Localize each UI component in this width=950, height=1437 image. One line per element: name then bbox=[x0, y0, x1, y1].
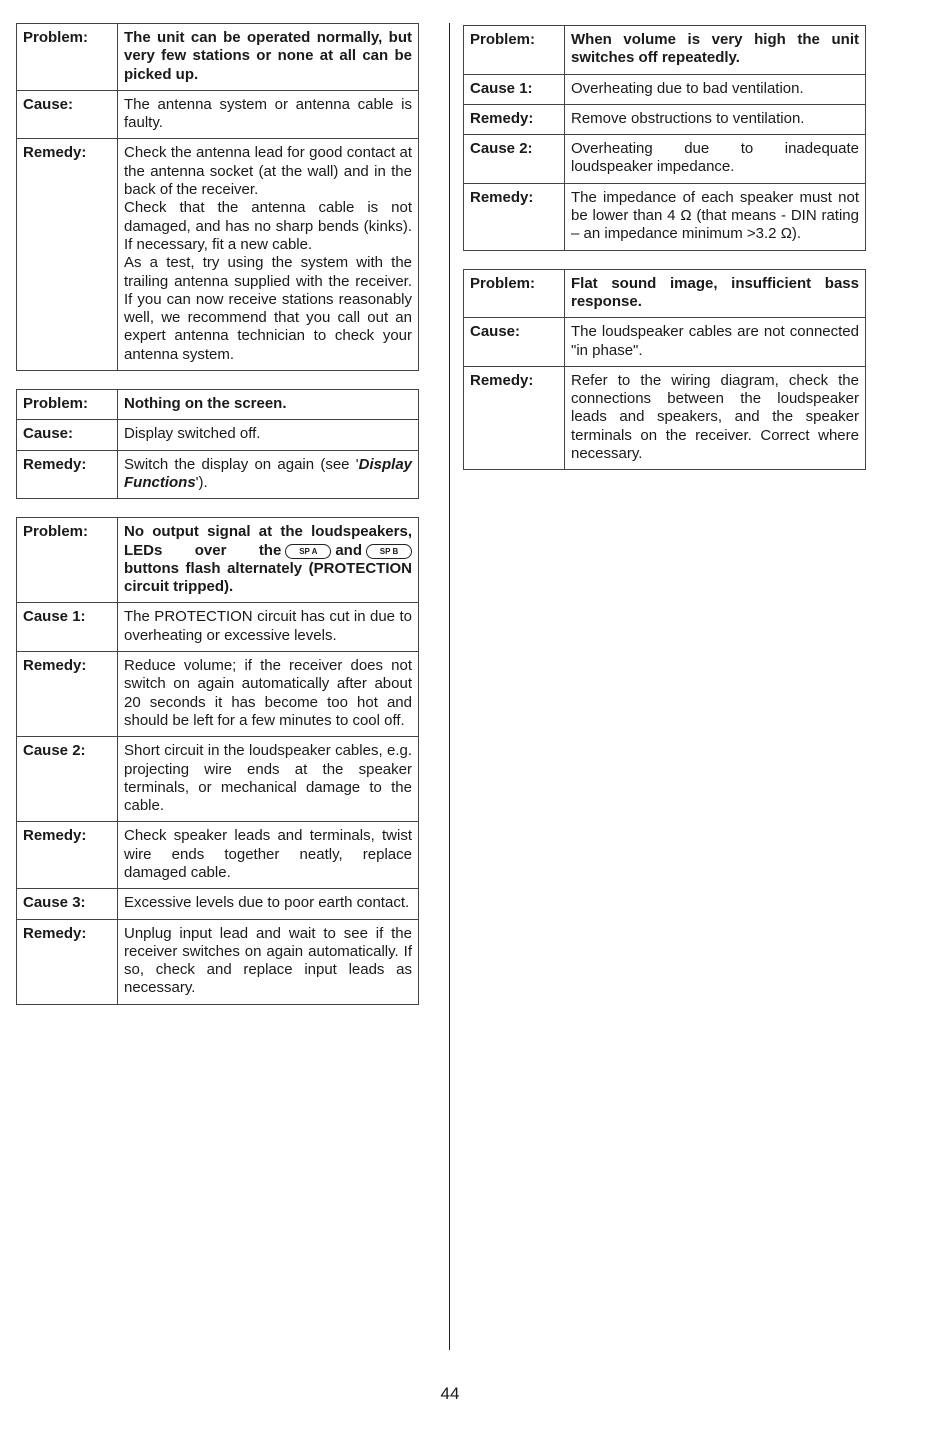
problem-label: Problem: bbox=[17, 390, 118, 420]
cause-row bbox=[17, 889, 419, 919]
cause-label: Cause: bbox=[17, 420, 118, 450]
cause-label: Cause: bbox=[17, 90, 118, 139]
troubleshooting-table-antenna bbox=[16, 23, 419, 371]
remedy-label: Remedy: bbox=[17, 822, 118, 889]
problem-label: Problem: bbox=[17, 24, 118, 91]
cause-text: Excessive levels due to poor earth contact. bbox=[118, 889, 419, 919]
remedy-label: Remedy: bbox=[464, 183, 565, 250]
problem-row bbox=[17, 518, 419, 603]
remedy-text: Refer to the wiring diagram, check the connections between the loudspeaker leads and speakers, and the speaker terminals on the receiver. Correct where necessary. bbox=[565, 366, 866, 469]
remedy-row bbox=[17, 652, 419, 737]
troubleshooting-table-screen bbox=[16, 389, 419, 499]
cause-label: Cause 2: bbox=[17, 737, 118, 822]
cause-label: Cause: bbox=[464, 318, 565, 367]
remedy-label: Remedy: bbox=[464, 104, 565, 134]
troubleshooting-table-bass bbox=[463, 269, 866, 471]
remedy-text: Reduce volume; if the receiver does not switch on again automatically after about 20 seconds it has become too hot and should be left for a few minutes to cool off. bbox=[118, 652, 419, 737]
problem-text: The unit can be operated normally, but very few stations or none at all can be picked up. bbox=[118, 24, 419, 91]
troubleshooting-table-overheating bbox=[463, 25, 866, 251]
remedy-label: Remedy: bbox=[17, 919, 118, 1004]
remedy-row bbox=[464, 366, 866, 469]
remedy-text bbox=[118, 450, 419, 499]
cause-label: Cause 3: bbox=[17, 889, 118, 919]
cause-text: Short circuit in the loudspeaker cables, e.g. projecting wire ends at the speaker terminals, or mechanical damage to the cable. bbox=[118, 737, 419, 822]
cause-row bbox=[17, 737, 419, 822]
remedy-text: Remove obstructions to ventilation. bbox=[565, 104, 866, 134]
problem-text: Nothing on the screen. bbox=[118, 390, 419, 420]
remedy-label: Remedy: bbox=[17, 450, 118, 499]
remedy-row bbox=[464, 104, 866, 134]
column-divider bbox=[449, 23, 450, 1350]
cause-label: Cause 2: bbox=[464, 135, 565, 184]
problem-label: Problem: bbox=[464, 269, 565, 318]
problem-label: Problem: bbox=[17, 518, 118, 603]
problem-text bbox=[118, 518, 419, 603]
cause-row bbox=[17, 420, 419, 450]
cause-row bbox=[464, 135, 866, 184]
problem-row bbox=[17, 390, 419, 420]
cause-text: Overheating due to inadequate loudspeaker impedance. bbox=[565, 135, 866, 184]
cause-row bbox=[464, 318, 866, 367]
cause-row bbox=[17, 90, 419, 139]
problem-row bbox=[464, 26, 866, 75]
remedy-text: Unplug input lead and wait to see if the receiver switches on again automatically. If so, check and replace input leads as necessary. bbox=[118, 919, 419, 1004]
remedy-text-end: '). bbox=[195, 473, 208, 491]
remedy-row bbox=[17, 139, 419, 371]
remedy-label: Remedy: bbox=[17, 652, 118, 737]
cause-text: The loudspeaker cables are not connected "in phase". bbox=[565, 318, 866, 367]
remedy-row bbox=[17, 919, 419, 1004]
remedy-text: The impedance of each speaker must not be lower than 4 Ω (that means - DIN rating – an impedance minimum >3.2 Ω). bbox=[565, 183, 866, 250]
sp-b-button-icon: SP B bbox=[366, 544, 412, 559]
cause-row bbox=[464, 74, 866, 104]
left-column bbox=[16, 23, 419, 1023]
problem-label: Problem: bbox=[464, 26, 565, 75]
cause-label: Cause 1: bbox=[17, 603, 118, 652]
cause-row bbox=[17, 603, 419, 652]
remedy-paragraph: As a test, try using the system with the trailing antenna supplied with the receiver. If you can now receive stations reasonably well, we recommend that you call out an expert antenna technician to check your antenna system. bbox=[124, 254, 412, 363]
problem-text-start: No output signal at the loudspeakers, LEDs over the bbox=[124, 523, 412, 559]
troubleshooting-table-protection bbox=[16, 517, 419, 1005]
remedy-paragraph: Check the antenna lead for good contact at the antenna socket (at the wall) and in the back of the receiver. bbox=[124, 144, 412, 199]
section-reference: Display Functions bbox=[124, 455, 412, 491]
remedy-row bbox=[17, 450, 419, 499]
cause-text: The antenna system or antenna cable is faulty. bbox=[118, 90, 419, 139]
cause-label: Cause 1: bbox=[464, 74, 565, 104]
problem-row bbox=[17, 24, 419, 91]
remedy-label: Remedy: bbox=[464, 366, 565, 469]
remedy-text: Check speaker leads and terminals, twist wire ends together neatly, replace damaged cable. bbox=[118, 822, 419, 889]
remedy-text-start: Switch the display on again (see ' bbox=[124, 455, 359, 473]
remedy-label: Remedy: bbox=[17, 139, 118, 371]
cause-text: The PROTECTION circuit has cut in due to overheating or excessive levels. bbox=[118, 603, 419, 652]
problem-text: When volume is very high the unit switches off repeatedly. bbox=[565, 26, 866, 75]
remedy-text bbox=[118, 139, 419, 371]
problem-row bbox=[464, 269, 866, 318]
problem-text-and: and bbox=[335, 541, 362, 559]
right-column bbox=[463, 25, 866, 488]
page-number: 44 bbox=[440, 1384, 460, 1403]
remedy-row bbox=[17, 822, 419, 889]
problem-text-end: buttons flash alternately (PROTECTION circuit tripped). bbox=[124, 559, 412, 596]
sp-a-button-icon: SP A bbox=[285, 544, 331, 559]
cause-text: Overheating due to bad ventilation. bbox=[565, 74, 866, 104]
cause-text: Display switched off. bbox=[118, 420, 419, 450]
remedy-row bbox=[464, 183, 866, 250]
problem-text: Flat sound image, insufficient bass response. bbox=[565, 269, 866, 318]
remedy-paragraph: Check that the antenna cable is not damaged, and has no sharp bends (kinks). If necessary, fit a new cable. bbox=[124, 199, 412, 253]
